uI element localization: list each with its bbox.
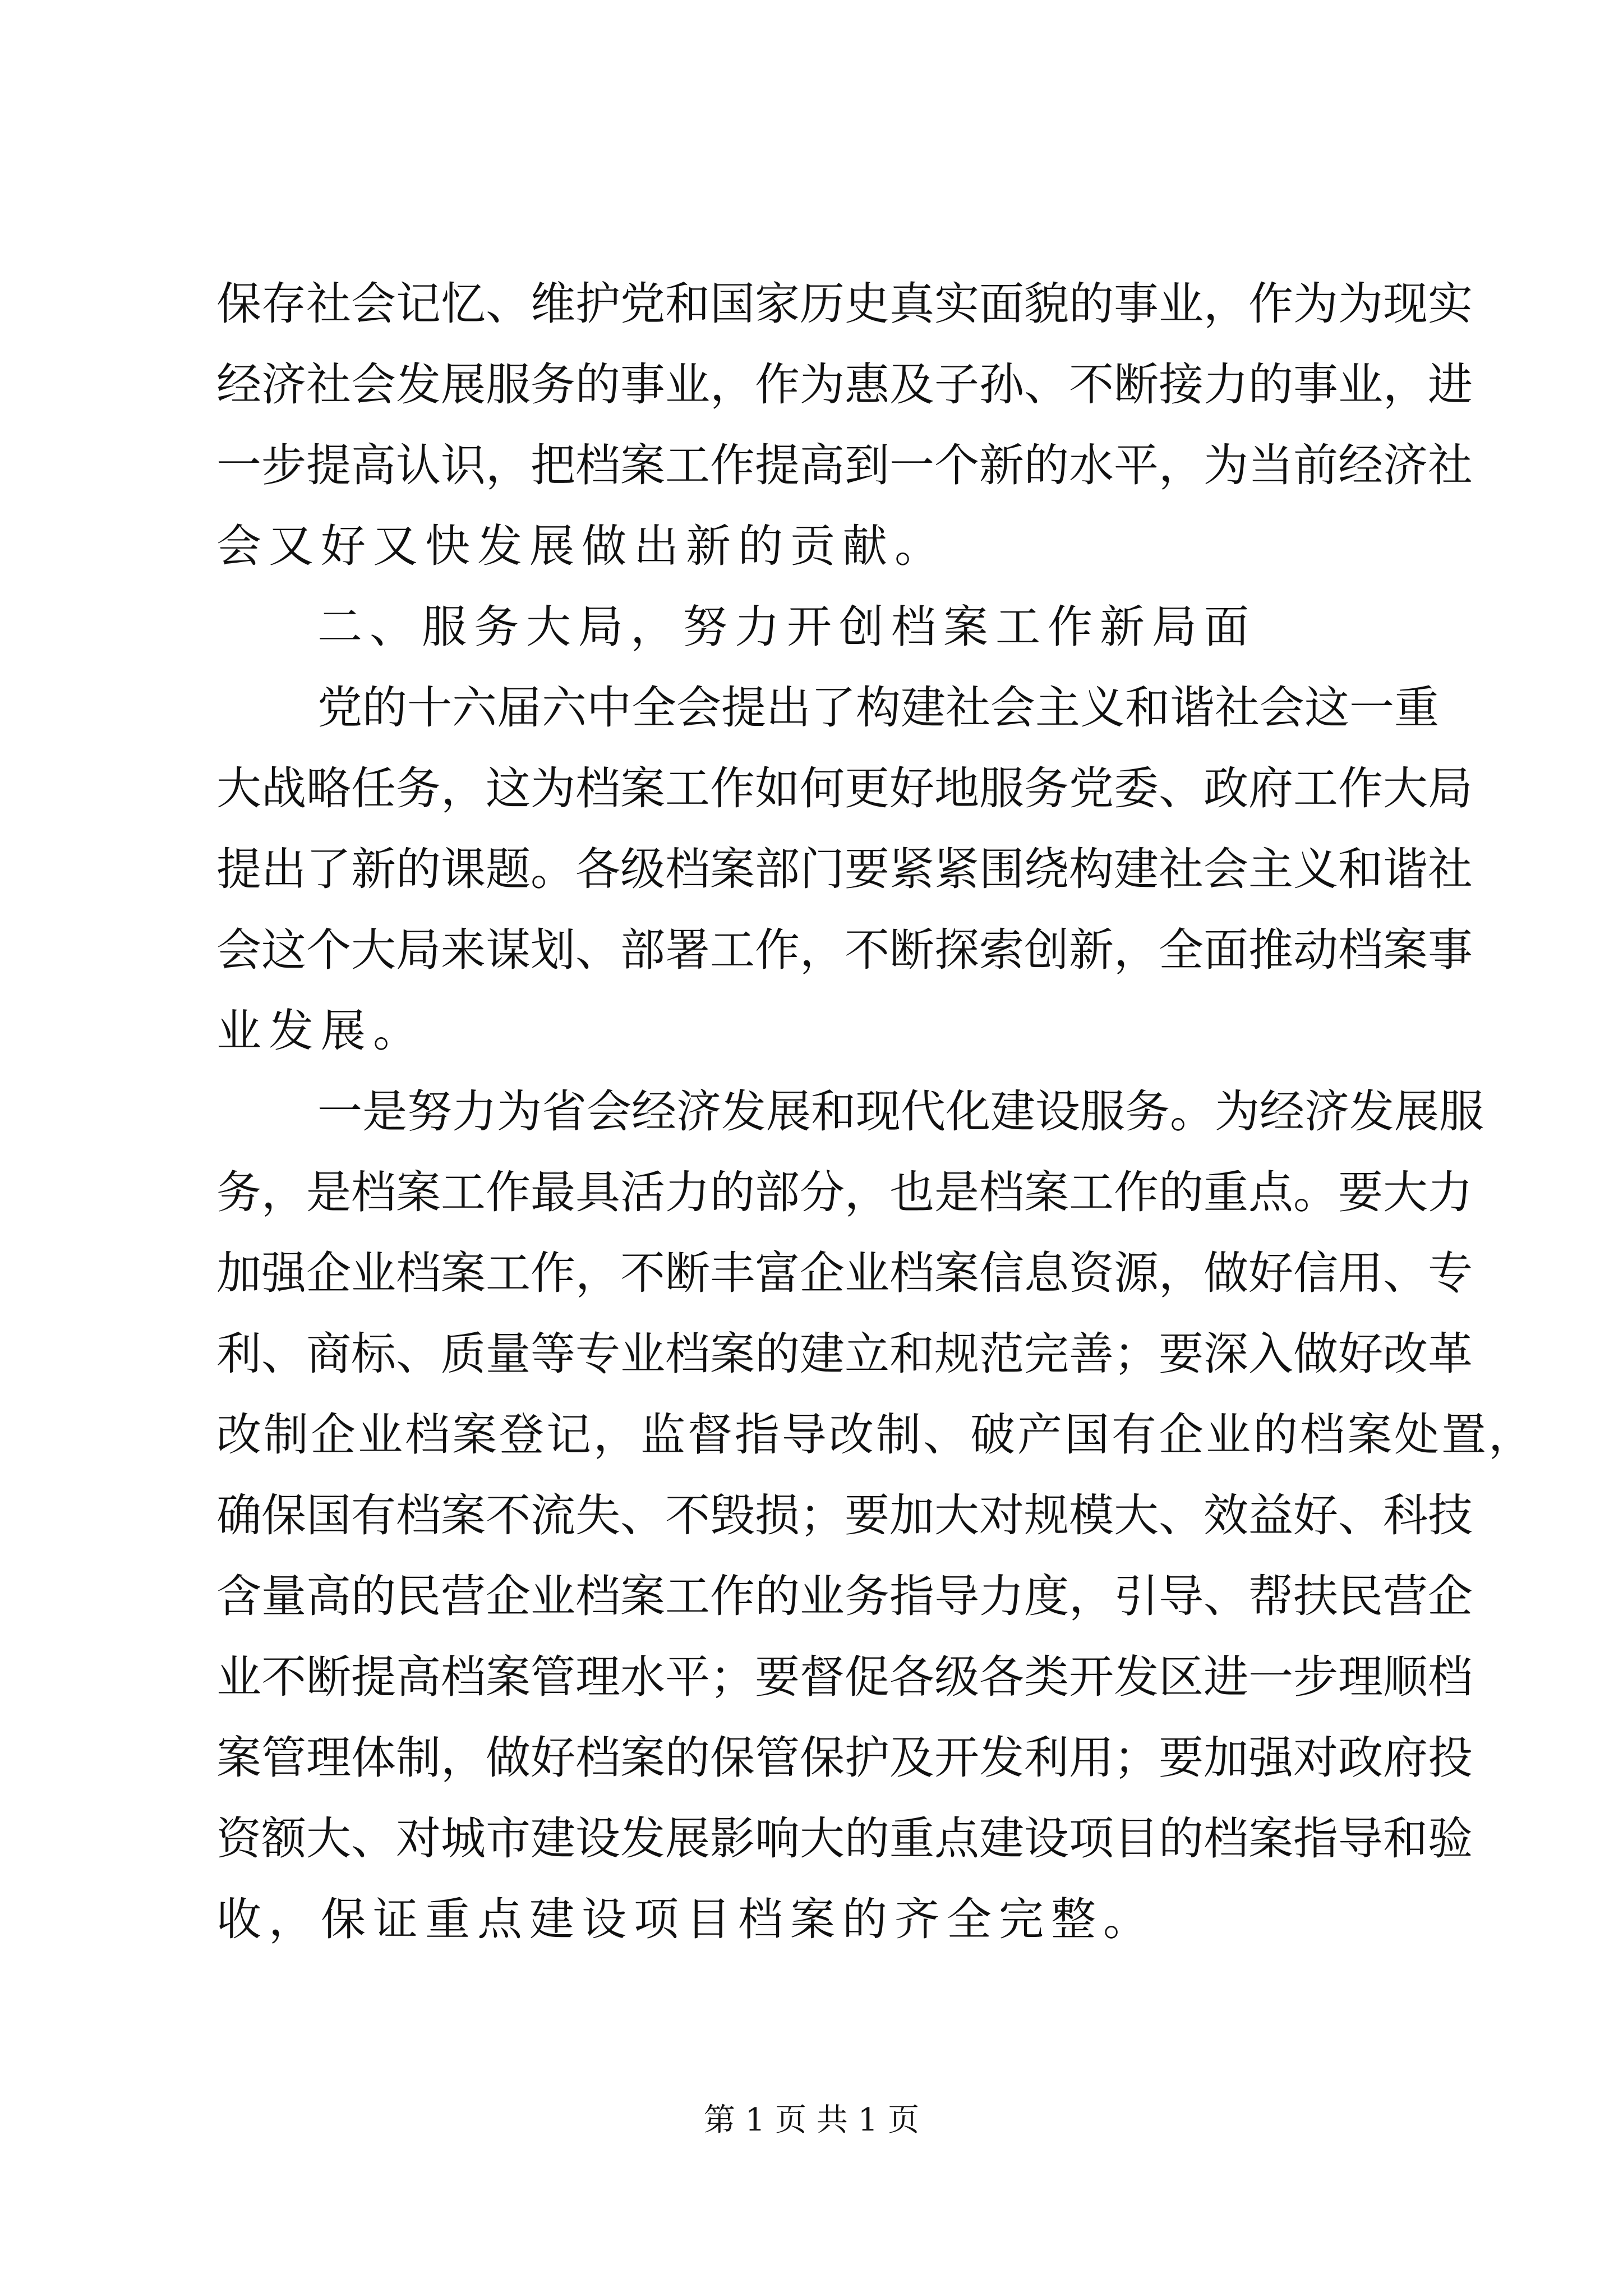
page-number-label: 第 1 页 共 1 页 <box>703 2102 920 2138</box>
text-line: 会这个大局来谋划、部署工作，不断探索创新，全面推动档案事 <box>216 924 1473 976</box>
text-line: 确保国有档案不流失、不毁损；要加大对规模大、效益好、科技 <box>216 1489 1473 1542</box>
text-line: 提出了新的课题。各级档案部门要紧紧围绕构建社会主义和谐社 <box>216 843 1473 895</box>
paragraph-continuation <box>216 264 1473 587</box>
text-line: 资额大、对城市建设发展影响大的重点建设项目的档案指导和验 <box>216 1812 1473 1865</box>
text-line: 保存社会记忆、维护党和国家历史真实面貌的事业，作为为现实 <box>216 278 1473 330</box>
document-body <box>216 264 1536 1960</box>
text-line: 收，保证重点建设项目档案的齐全完整。 <box>216 1893 1155 1945</box>
text-line: 经济社会发展服务的事业，作为惠及子孙、不断接力的事业，进 <box>216 358 1473 411</box>
text-line: 改制企业档案登记，监督指导改制、破产国有企业的档案处置， <box>216 1409 1536 1461</box>
text-line: 党的十六届六中全会提出了构建社会主义和谐社会这一重 <box>317 682 1439 734</box>
text-line: 大战略任务，这为档案工作如何更好地服务党委、政府工作大局 <box>216 762 1473 815</box>
text-line: 业不断提高档案管理水平；要督促各级各类开发区进一步理顺档 <box>216 1651 1473 1703</box>
text-line: 案管理体制，做好档案的保管保护及开发利用；要加强对政府投 <box>216 1732 1473 1784</box>
paragraph <box>216 668 1473 1071</box>
text-line: 利、商标、质量等专业档案的建立和规范完善；要深入做好改革 <box>216 1328 1473 1380</box>
text-line: 业发展。 <box>216 1005 425 1057</box>
text-line: 含量高的民营企业档案工作的业务指导力度，引导、帮扶民营企 <box>216 1570 1473 1622</box>
text-line: 会又好又快发展做出新的贡献。 <box>216 520 947 572</box>
text-line: 务，是档案工作最具活力的部分，也是档案工作的重点。要大力 <box>216 1166 1473 1218</box>
paragraph <box>216 1071 1536 1960</box>
text-line: 加强企业档案工作，不断丰富企业档案信息资源，做好信用、专 <box>216 1247 1473 1299</box>
page-footer <box>0 2098 1623 2143</box>
section-heading <box>216 587 1428 668</box>
text-line: 一是努力为省会经济发展和现代化建设服务。为经济发展服 <box>317 1085 1484 1138</box>
text-line: 一步提高认识，把档案工作提高到一个新的水平，为当前经济社 <box>216 439 1473 491</box>
section-heading-text: 二、服务大局，努力开创档案工作新局面 <box>317 601 1256 653</box>
